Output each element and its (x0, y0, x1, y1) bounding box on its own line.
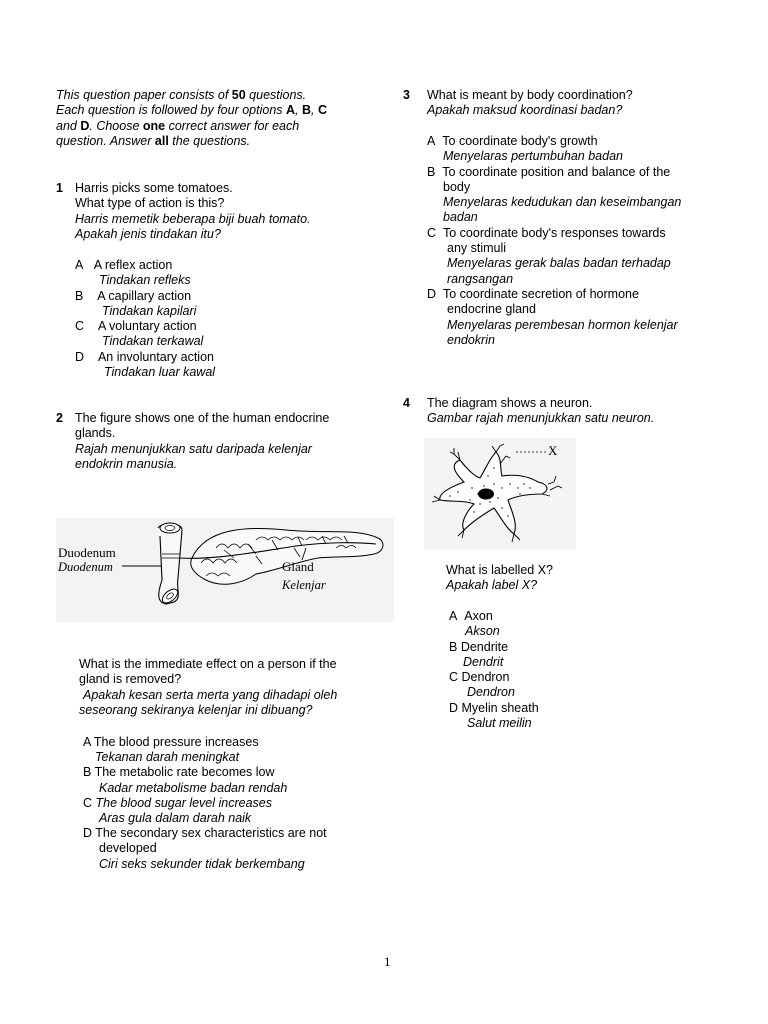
option-d[interactable]: D The secondary sex characteristics are not developed Ciri seks sekunder tidak berkembang (83, 826, 327, 871)
option-d[interactable]: D Myelin sheath Salut meilin (449, 700, 539, 731)
option-d[interactable]: D To coordinate secretion of hormone endocrine gland Menyelaras perembesan hormon kelenjar endokrin (427, 286, 678, 347)
question-number: 4 (403, 396, 410, 410)
question-stem: The figure shows one of the human endocrine glands. Rajah menunjukkan satu daripada kelenjar endokrin manusia. (75, 411, 330, 472)
question-text: What is the immediate effect on a person if the gland is removed? Apakah kesan serta merta yang dihadapi oleh seseorang sekiranya kelenjar ini dibuang? (79, 657, 338, 718)
label-duodenum: Duodenum (58, 545, 116, 560)
option-b[interactable]: B To coordinate position and balance of the body Menyelaras kedudukan dan keseimbangan badan (427, 164, 682, 225)
options-list (83, 735, 327, 872)
option-c[interactable]: C A voluntary action Tindakan terkawal (75, 319, 204, 349)
question-number: 2 (56, 411, 63, 425)
instructions: This question paper consists of 50 questions. Each question is followed by four options A, B, C and D. Choose one correct answer for each question. Answer all the questions. (56, 88, 327, 149)
label-gland: Gland (282, 559, 314, 574)
label-x: X (548, 443, 558, 458)
options-list (427, 134, 681, 348)
option-a[interactable]: A A reflex action Tindakan refleks (75, 258, 191, 288)
option-b[interactable]: B The metabolic rate becomes low Kadar metabolisme badan rendah (83, 765, 288, 795)
pancreas-figure (56, 518, 394, 622)
question-text: What is labelled X? Apakah label X? (446, 563, 554, 593)
question-stem: Harris picks some tomatoes. What type of action is this? Harris memetik beberapa biji buah tomato. Apakah jenis tindakan itu? (75, 181, 311, 242)
option-b[interactable]: B A capillary action Tindakan kapilari (75, 288, 197, 318)
option-c[interactable]: C Dendron Dendron (449, 670, 515, 700)
option-c[interactable]: C The blood sugar level increases Aras gula dalam darah naik (83, 795, 273, 826)
option-b[interactable]: B Dendrite Dendrit (449, 639, 509, 669)
page-number: 1 (384, 954, 391, 969)
label-duodenum-ms: Duodenum (58, 560, 113, 574)
option-a[interactable]: A Axon Akson (449, 609, 500, 639)
option-d[interactable]: D An involuntary action Tindakan luar kawal (75, 349, 216, 380)
options-list (75, 258, 215, 380)
question-stem: What is meant by body coordination? Apakah maksud koordinasi badan? (427, 88, 633, 118)
option-a[interactable]: A The blood pressure increases Tekanan darah meningkat (83, 735, 259, 765)
question-number: 3 (403, 88, 410, 102)
neuron-figure (424, 438, 576, 550)
option-a[interactable]: A To coordinate body's growth Menyelaras pertumbuhan badan (427, 134, 623, 164)
question-stem: The diagram shows a neuron. Gambar rajah menunjukkan satu neuron. (427, 396, 655, 426)
option-c[interactable]: C To coordinate body's responses towards any stimuli Menyelaras gerak balas badan terhadap rangsangan (427, 225, 671, 286)
question-number: 1 (56, 181, 63, 195)
label-gland-ms: Kelenjar (282, 578, 326, 592)
options-list (449, 609, 539, 731)
